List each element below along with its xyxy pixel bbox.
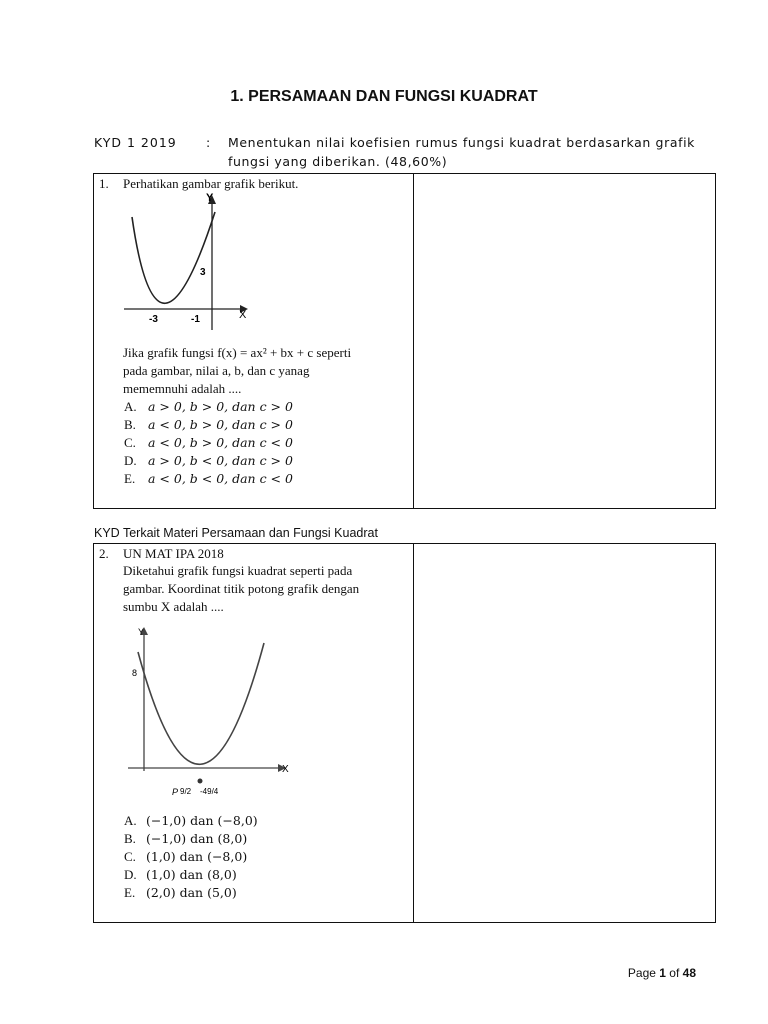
question-1-stem bbox=[123, 344, 413, 398]
question-1-stem-line-1: Jika grafik fungsi f(x) = ax² + bx + c seperti bbox=[123, 345, 352, 360]
section-2-heading: KYD Terkait Materi Persamaan dan Fungsi Kuadrat bbox=[94, 526, 378, 540]
q1-option-d[interactable] bbox=[124, 452, 404, 470]
question-1-intro: Perhatikan gambar grafik berikut. bbox=[123, 176, 299, 191]
question-1-options bbox=[124, 398, 404, 488]
graph2-parabola bbox=[138, 643, 264, 764]
question-1-number: 1. bbox=[99, 176, 109, 191]
footer-total-pages: 48 bbox=[682, 966, 696, 980]
kyd-code: KYD 1 2019 bbox=[94, 135, 177, 150]
option-text: (2,0) dan (5,0) bbox=[146, 885, 237, 900]
option-text: (−1,0) dan (−8,0) bbox=[146, 813, 258, 828]
question-2-stem-line-1: Diketahui grafik fungsi kuadrat seperti pada bbox=[123, 563, 353, 578]
option-text: a > 0, b > 0, dan c > 0 bbox=[148, 399, 293, 414]
question-2-source: UN MAT IPA 2018 bbox=[123, 546, 224, 561]
graph2-vertex-y: -49/4 bbox=[200, 787, 219, 796]
option-label: B. bbox=[124, 831, 136, 846]
option-label: E. bbox=[124, 471, 136, 486]
q2-option-c[interactable] bbox=[124, 848, 404, 866]
question-1-graph bbox=[122, 192, 262, 332]
q2-option-d[interactable] bbox=[124, 866, 404, 884]
option-text: a > 0, b < 0, dan c > 0 bbox=[148, 453, 293, 468]
kyd-colon: : bbox=[206, 135, 211, 150]
option-label: C. bbox=[124, 849, 136, 864]
option-label: E. bbox=[124, 885, 136, 900]
q2-option-b[interactable] bbox=[124, 830, 404, 848]
graph1-y-label: Y bbox=[206, 192, 214, 204]
question-2-stem-line-3: sumbu X adalah .... bbox=[123, 599, 224, 614]
page-footer bbox=[628, 966, 696, 980]
graph1-x-label: X bbox=[239, 309, 247, 321]
option-text: a < 0, b > 0, dan c < 0 bbox=[148, 435, 293, 450]
question-2-graph bbox=[122, 626, 302, 811]
graph2-y-intercept: 8 bbox=[132, 668, 138, 678]
q2-option-a[interactable] bbox=[124, 812, 404, 830]
question-2-stem-line-2: gambar. Koordinat titik potong grafik dengan bbox=[123, 581, 360, 596]
graph1-root-right: -1 bbox=[191, 314, 200, 325]
option-text: a < 0, b < 0, dan c < 0 bbox=[148, 471, 293, 486]
footer-of: of bbox=[665, 966, 683, 980]
q1-option-a[interactable] bbox=[124, 398, 404, 416]
option-label: D. bbox=[124, 867, 137, 882]
question-1-box bbox=[93, 173, 716, 509]
option-text: (1,0) dan (−8,0) bbox=[146, 849, 248, 864]
graph1-root-left: -3 bbox=[149, 314, 158, 325]
option-label: D. bbox=[124, 453, 137, 468]
graph2-vertex-x: 9/2 bbox=[180, 787, 192, 796]
footer-prefix: Page bbox=[627, 966, 660, 980]
kyd-description: Menentukan nilai koefisien rumus fungsi kuadrat berdasarkan grafik fungsi yang diberikan. (48,60%) bbox=[228, 135, 695, 169]
question-2-box bbox=[93, 543, 716, 923]
graph2-y-label: Y bbox=[138, 627, 145, 637]
graph2-vertex-label: P bbox=[172, 787, 179, 797]
q1-option-e[interactable] bbox=[124, 470, 404, 488]
option-label: A. bbox=[124, 813, 137, 828]
q1-option-c[interactable] bbox=[124, 434, 404, 452]
question-2-stem bbox=[123, 562, 413, 616]
question-2-number: 2. bbox=[99, 546, 109, 561]
option-text: (1,0) dan (8,0) bbox=[146, 867, 237, 882]
option-label: A. bbox=[124, 399, 137, 414]
option-text: (−1,0) dan (8,0) bbox=[146, 831, 248, 846]
option-text: a < 0, b > 0, dan c > 0 bbox=[148, 417, 293, 432]
option-label: C. bbox=[124, 435, 136, 450]
answer-column-divider bbox=[413, 544, 414, 922]
option-label: B. bbox=[124, 417, 136, 432]
graph1-parabola bbox=[132, 212, 215, 303]
answer-column-divider bbox=[413, 174, 414, 508]
footer-page-number: 1 bbox=[659, 966, 666, 980]
graph2-x-label: X bbox=[282, 764, 289, 775]
graph2-vertex-point bbox=[198, 779, 203, 784]
q1-option-b[interactable] bbox=[124, 416, 404, 434]
question-1-stem-line-3: mememnuhi adalah .... bbox=[123, 381, 242, 396]
question-1-stem-line-2: pada gambar, nilai a, b, dan c yanag bbox=[123, 363, 310, 378]
graph1-y-intercept: 3 bbox=[200, 267, 206, 278]
question-2-options bbox=[124, 812, 404, 902]
page-title: 1. PERSAMAAN DAN FUNGSI KUADRAT bbox=[230, 88, 538, 105]
q2-option-e[interactable] bbox=[124, 884, 404, 902]
